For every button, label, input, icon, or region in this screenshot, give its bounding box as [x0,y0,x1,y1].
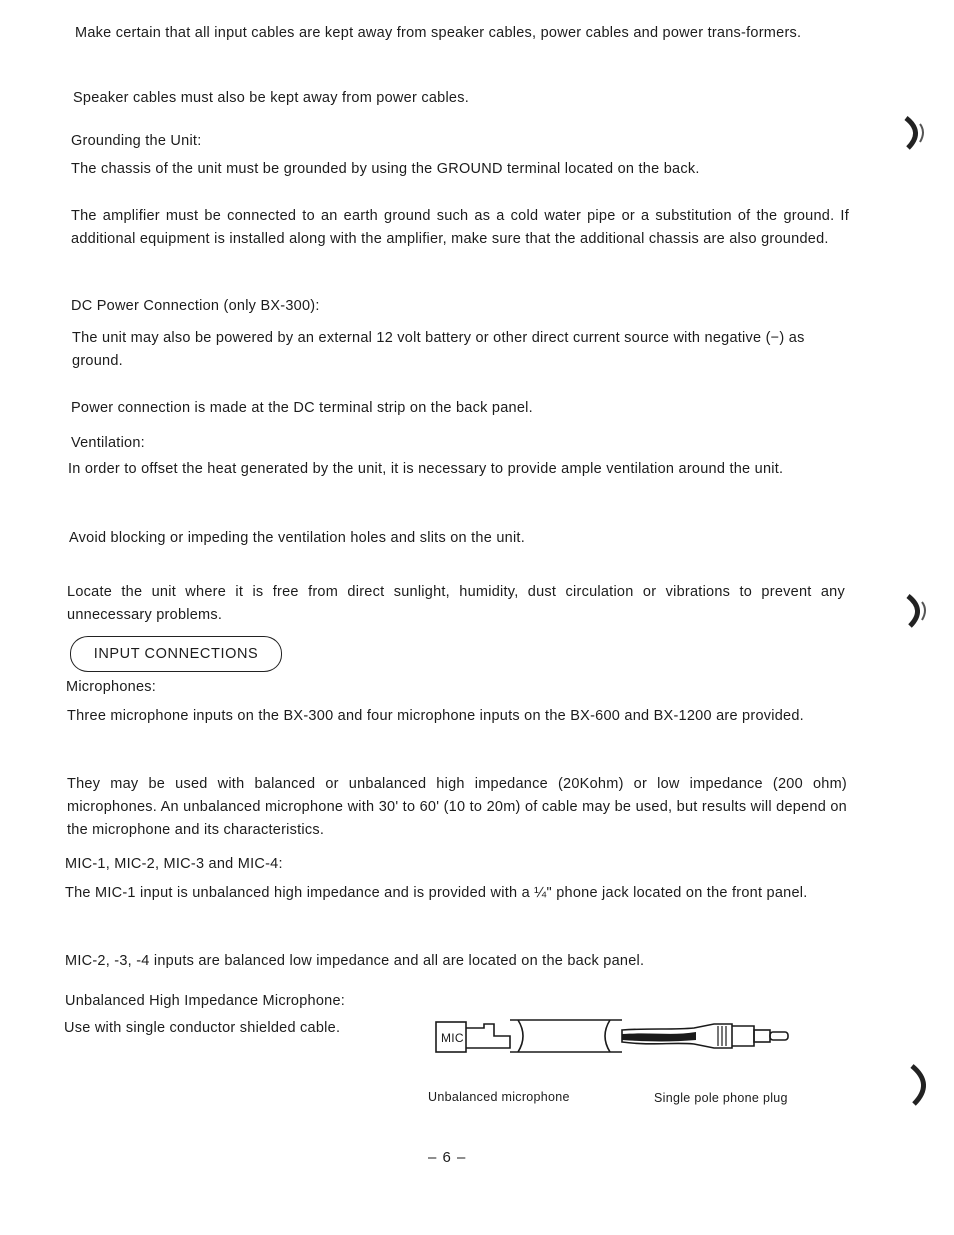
mic234-paragraph: MIC-2, -3, -4 inputs are balanced low impedance and all are located on the back panel. [65,953,645,969]
microphones-heading: Microphones: [66,679,157,695]
section-title-text: INPUT CONNECTIONS [93,646,259,662]
grounding-heading: Grounding the Unit: [71,133,202,149]
mic-connector-shape [466,1024,510,1048]
cable-routing-paragraph: Make certain that all input cables are kept away from speaker cables, power cables and power trans-formers. [75,25,802,41]
mic-inputs-paragraph: Three microphone inputs on the BX-300 and four microphone inputs on the BX-600 and BX-1200 are provided. [67,708,804,724]
mic-channels-heading: MIC-1, MIC-2, MIC-3 and MIC-4: [65,856,283,872]
dc-power-paragraph: The unit may also be powered by an external 12 volt battery or other direct current source with negative (−) as ground. [72,330,805,369]
power-connection-paragraph: Power connection is made at the DC terminal strip on the back panel. [71,400,533,416]
phone-plug-tip [770,1032,788,1040]
ventilation-heading: Ventilation: [71,435,145,451]
binding-hole-mark-top [898,112,938,152]
cable-break-right [605,1020,610,1052]
mic1-paragraph: The MIC-1 input is unbalanced high impedance and is provided with a ¼" phone jack located on the front panel. [65,885,808,901]
ventilation-paragraph: In order to offset the heat generated by the unit, it is necessary to provide ample ventilation around the unit. [68,461,784,477]
avoid-blocking-paragraph: Avoid blocking or impeding the ventilation holes and slits on the unit. [69,530,525,546]
caption-unbalanced-microphone: Unbalanced microphone [428,1090,570,1104]
input-connections-section-title [70,636,282,672]
unbalanced-mic-heading: Unbalanced High Impedance Microphone: [65,993,346,1009]
mic-label: MIC [441,1031,464,1045]
plug-shading [622,1032,696,1042]
speaker-cables-paragraph: Speaker cables must also be kept away from power cables. [73,90,470,106]
earth-ground-paragraph: The amplifier must be connected to an earth ground such as a cold water pipe or a substitution of the ground. If additional equipment is installed along with the amplifier, make sure that the additional chassis are also grounded. [71,208,849,247]
microphone-cable-diagram [432,1012,802,1060]
binding-hole-mark-middle [900,590,940,630]
grounding-paragraph: The chassis of the unit must be grounded by using the GROUND terminal located on the back. [71,161,700,177]
unbalanced-mic-paragraph: Use with single conductor shielded cable. [64,1020,341,1036]
page-number: – 6 – [428,1149,467,1166]
phone-plug-sleeve [732,1026,754,1046]
caption-phone-plug: Single pole phone plug [654,1091,788,1105]
phone-plug-ring [754,1030,770,1042]
dc-power-heading: DC Power Connection (only BX-300): [71,298,320,314]
plug-grip-lines [718,1026,726,1046]
locate-unit-paragraph: Locate the unit where it is free from direct sunlight, humidity, dust circulation or vibrations to prevent any unnecessary problems. [67,584,845,623]
cable-break-left [518,1020,523,1052]
binding-hole-mark-bottom [902,1062,942,1108]
mic-impedance-paragraph: They may be used with balanced or unbalanced high impedance (20Kohm) or low impedance (200 ohm) microphones. An unbalanced microphone with 30' to 60' (10 to 20m) of cable may be used, but results will depend on the microphone and its characteristics. [67,776,847,838]
